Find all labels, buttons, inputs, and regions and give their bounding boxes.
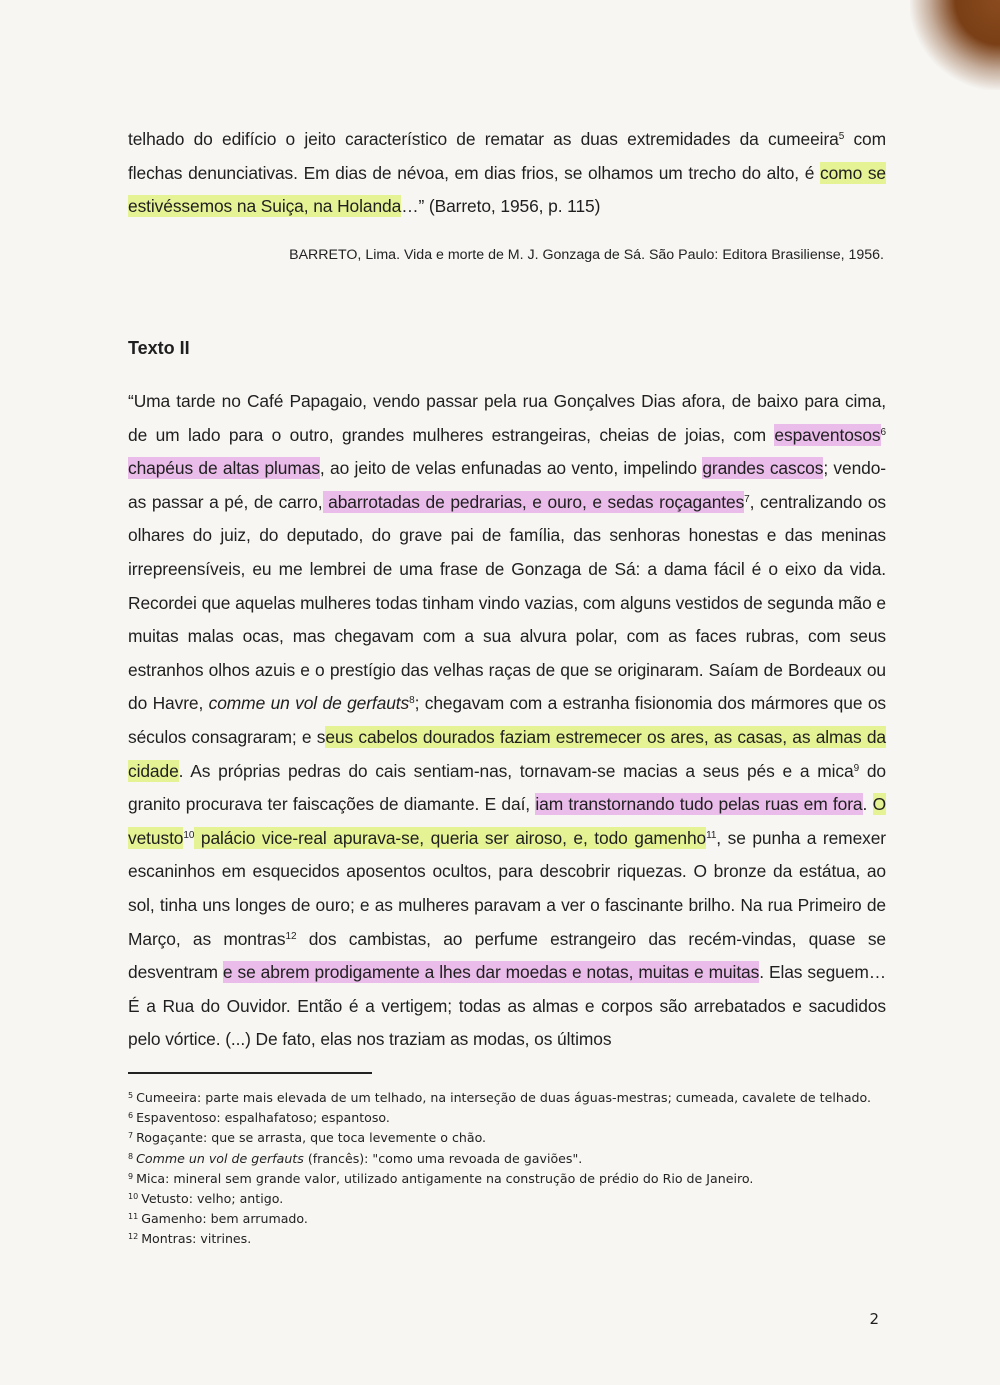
text-run: telhado do edifício o jeito característico de rematar as duas extremidades da cumeeira [128,129,839,149]
highlight-pink: grandes cascos [702,458,824,479]
text-run: , centralizando os olhares do juiz, do deputado, do grave pai de família, das senhoras honestas e das meninas irrepreensíveis, eu me lembrei de uma frase de Gonzaga de Sá: a dama fácil é o eixo da vida. Recordei que aquelas mulheres todas tinham vindo vazias, com alguns vestidos de segunda mão e muitas malas ocas, mas chegavam com a sua alvura polar, com as faces rubras, com seus estranhos olhos azuis e o prestígio das velhas raças de que se originaram. Saíam de Bordeaux ou do Havre, [128,491,886,714]
footnote-ref-5[interactable]: 5 [838,131,845,142]
highlight-pink: chapéus de altas plumas [128,458,320,479]
highlight-yellow: como se estivéssemos na Suiça, na Holanda [128,162,887,217]
text-run: . [862,794,873,815]
footnote-number: 5 [128,1091,134,1100]
footnote-item [128,1229,882,1249]
footnote-number: 6 [128,1111,134,1121]
footnotes [128,1088,882,1250]
footnote-item [128,1088,882,1108]
footnote-item [128,1169,882,1189]
footnote-number: 12 [128,1232,139,1242]
text-run: . As próprias pedras do cais sentiam-nas, tornavam-se macias a seus pés e a mica [178,760,854,781]
footnote-text: Cumeeira: parte mais elevada de um telhado, na interseção de duas águas-mestras; cumeada, cavalete de telhado. [136,1090,872,1105]
section-heading: Texto II [128,338,190,358]
footnote-ref-10[interactable]: 10 [183,829,195,841]
highlight-pink: espaventosos [774,424,881,445]
text-run: …” (Barreto, 1956, p. 115) [401,196,601,217]
text-run: ; vendo-as passar a pé, de carro, [128,458,886,512]
text-run: , ao jeito de velas enfunadas ao vento, impelindo [319,458,703,479]
footnote-item [128,1189,882,1209]
italic-french-phrase: comme un vol de gerfauts [208,693,410,714]
footnote-text: Rogaçante: que se arrasta, que toca levemente o chão. [136,1130,487,1146]
footnote-text: Espaventoso: espalhafatoso; espantoso. [136,1110,390,1126]
footnote-text: Mica: mineral sem grande valor, utilizado antigamente na construção de prédio do Rio de Janeiro. [136,1170,754,1186]
text-run: dos cambistas, ao perfume estrangeiro das recém-vindas, quase se desventram [128,928,886,983]
highlight-pink: abarrotadas de pedrarias, e ouro, e sedas roçagantes [322,491,745,512]
text-run: . Elas seguem…É a Rua do Ouvidor. Então é a vertigem; todas as almas e corpos são arrebatados e sacudidos pelo vórtice. (...) De fato, elas nos traziam as modas, os últimos [128,962,886,1050]
footnote-item [128,1128,882,1148]
highlight-pink: iam transtornando tudo pelas ruas em fora [535,794,863,815]
page-number: 2 [869,1310,879,1328]
footnote-item [128,1209,882,1229]
footnote-number: 8 [128,1151,134,1161]
footnote-ref-7[interactable]: 7 [744,493,750,505]
highlight-yellow: palácio vice-real apurava-se, queria ser airoso, e, todo gamenho [194,827,707,848]
footnote-ref-8[interactable]: 8 [409,695,415,707]
text-run: com flechas denunciativas. Em dias de névoa, em dias frios, se olhamos um trecho do alto, é [128,129,886,183]
footnote-number: 9 [128,1171,134,1181]
highlight-pink: e se abrem prodigamente a lhes dar moedas e notas, muitas e muitas [222,962,760,983]
footnote-text: Gamenho: bem arrumado. [141,1211,308,1227]
text-run: , se punha a remexer escaninhos em esquecidos aposentos ocultos, para descobrir riquezas. O bronze da estátua, ao sol, tinha uns longes de ouro; e as mulheres paravam a ver o fascinante brilho. Na rua Primeiro de Março, as montras [128,827,886,949]
footnote-number: 10 [128,1192,139,1202]
footnote-text: Montras: vitrines. [141,1231,252,1247]
footnote-italic-term: Comme un vol de gerfauts [136,1150,304,1166]
bibliographic-citation: BARRETO, Lima. Vida e morte de M. J. Gonzaga de Sá. São Paulo: Editora Brasiliense, 1956. [289,247,884,263]
highlight-yellow: eus cabelos dourados faziam estremecer os ares, as casas, as almas da cidade [128,726,886,781]
footnote-item [128,1149,882,1169]
paragraph-text-i-ending [128,123,886,224]
highlight-yellow: O vetusto [128,794,886,848]
page-corner-shadow [910,0,1000,90]
footnote-ref-12[interactable]: 12 [285,930,297,942]
text-run: “Uma tarde no Café Papagaio, vendo passar pela rua Gonçalves Dias afora, de baixo para cima, de um lado para o outro, grandes mulheres estrangeiras, cheias de joias, com [128,391,886,445]
paragraph-text-ii [128,385,886,1057]
footnote-number: 11 [128,1212,139,1222]
footnote-number: 7 [128,1131,134,1141]
footnote-item [128,1108,882,1128]
text-run: ; chegavam com a estranha fisionomia dos mármores que os séculos consagraram; e s [128,693,886,747]
footnote-divider [128,1072,372,1074]
footnote-ref-11[interactable]: 11 [706,829,717,841]
footnote-text: Vetusto: velho; antigo. [141,1191,284,1207]
footnote-ref-9[interactable]: 9 [853,762,860,774]
footnote-text: (francês): "como uma revoada de gaviões". [303,1150,583,1166]
text-run: do granito procurava ter faiscações de diamante. E daí, [128,760,886,815]
footnote-ref-6[interactable]: 6 [880,426,886,438]
